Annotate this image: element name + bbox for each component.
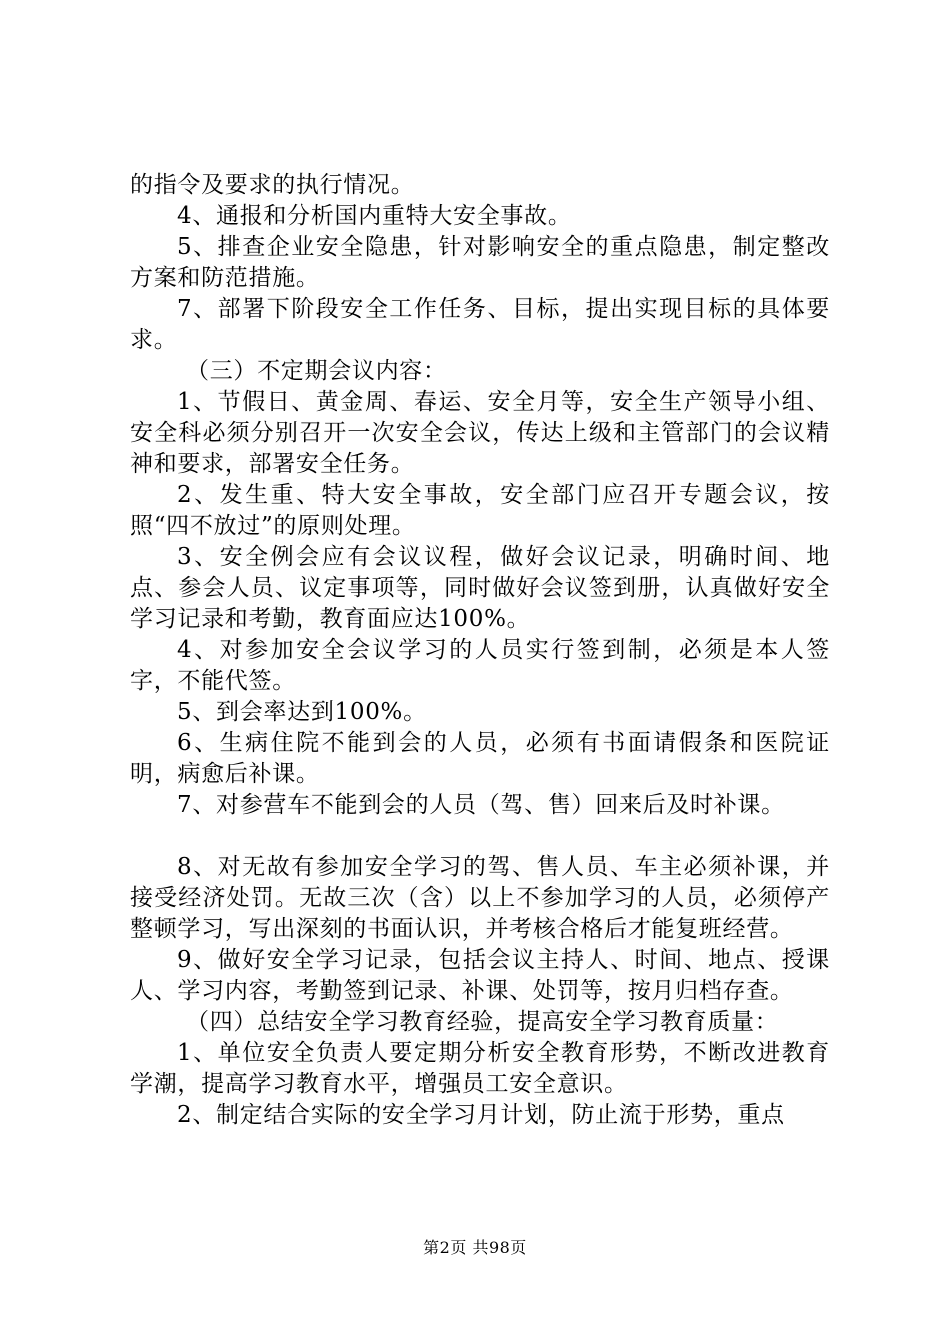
paragraph-item-7-deploy: 7、部署下阶段安全工作任务、目标，提出实现目标的具体要求。 <box>130 296 830 353</box>
paragraph-item-4-signin: 4、对参加安全会议学习的人员实行签到制，必须是本人签字，不能代签。 <box>130 637 830 694</box>
blank-line <box>130 821 830 852</box>
paragraph-continuation: 的指令及要求的执行情况。 <box>130 172 415 198</box>
paragraph-item-6-sick-leave: 6、生病住院不能到会的人员，必须有书面请假条和医院证明，病愈后补课。 <box>130 730 830 787</box>
body-text <box>130 170 830 1131</box>
paragraph-item-1-holidays: 1、节假日、黄金周、春运、安全月等，安全生产领导小组、安全科必须分别召开一次安全会议，传达上级和主管部门的会议精神和要求，部署安全任务。 <box>130 389 830 477</box>
paragraph-item-2-accidents: 2、发生重、特大安全事故，安全部门应召开专题会议，按照“四不放过”的原则处理。 <box>130 482 830 539</box>
paragraph-item-4-report: 4、通报和分析国内重特大安全事故。 <box>177 203 572 229</box>
section-heading-3: （三）不定期会议内容： <box>186 358 447 384</box>
paragraph-item-5-inspect: 5、排查企业安全隐患，针对影响安全的重点隐患，制定整改方案和防范措施。 <box>130 234 830 291</box>
paragraph-item-1-analysis: 1、单位安全负责人要定期分析安全教育形势，不断改进教育学潮，提高学习教育水平，增强员工安全意识。 <box>130 1040 830 1097</box>
paragraph-item-9-records: 9、做好安全学习记录，包括会议主持人、时间、地点、授课人、学习内容，考勤签到记录、补课、处罚等，按月归档存查。 <box>130 947 830 1004</box>
paragraph-item-7-makeup: 7、对参营车不能到会的人员（驾、售）回来后及时补课。 <box>177 792 785 818</box>
page-footer: 第2页 共98页 <box>423 1238 527 1257</box>
section-heading-4: （四）总结安全学习教育经验，提高安全学习教育质量： <box>186 1009 779 1035</box>
paragraph-item-5-attendance: 5、到会率达到100%。 <box>177 699 427 725</box>
paragraph-item-3-agenda: 3、安全例会应有会议议程，做好会议记录，明确时间、地点、参会人员、议定事项等，同时做好会议签到册，认真做好安全学习记录和考勤，教育面应达100%。 <box>130 544 830 632</box>
paragraph-item-8-penalty: 8、对无故有参加安全学习的驾、售人员、车主必须补课，并接受经济处罚。无故三次（含）以上不参加学习的人员，必须停产整顿学习，写出深刻的书面认识，并考核合格后才能复班经营。 <box>130 854 830 942</box>
paragraph-item-2-plan: 2、制定结合实际的安全学习月计划，防止流于形势，重点 <box>177 1102 785 1128</box>
